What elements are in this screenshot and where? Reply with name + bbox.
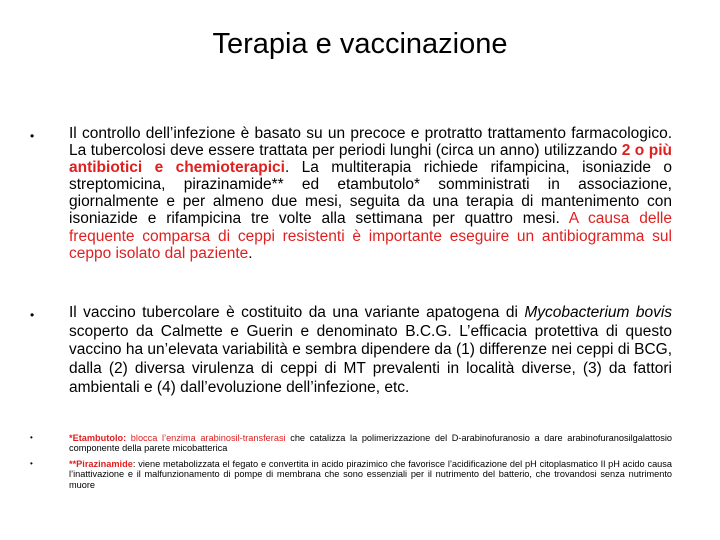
vaccine-text-body: scoperto da Calmette e Guerin e denominato B.C.G. L’efficacia protettiva di questo vaccino ha un’elevata variabilità e sembra dipendere da (1) differenze nei ceppi di BCG, dalla (2) diversa virulenza di ceppi di MT prevalenti in località diverse, (3) da fattori ambientali e (4) dall’evoluzione dell’infezione, etc. — [69, 322, 672, 396]
therapy-highlight-antibiotics: 2 o più antibiotici e chemioterapici — [69, 142, 672, 177]
bullet-marker: • — [30, 308, 35, 322]
footnote-pirazinamide — [69, 459, 672, 490]
therapy-highlight-resistance: A causa delle frequente comparsa di ceppi resistenti è importante eseguire un antibiogramma sul ceppo isolato dal paziente — [69, 210, 672, 262]
footnote-pirazinamide-text: : viene metabolizzata el fegato e convertita in acido pirazimico che favorisce l’acidificazione del pH citoplasmatico Il pH acido causa l’inattivazione e il malfunzionamento di pompe di membrana che sono essenziali per il nutrimento del batterio, che trovandosi senza nutrimento muore — [69, 459, 672, 490]
therapy-text-intro: Il controllo dell’infezione è basato su un precoce e protratto trattamento farmacologico. La tubercolosi deve essere trattata per periodi lunghi (circa un anno) utilizzando — [69, 125, 672, 160]
bullet-marker: • — [30, 433, 33, 442]
vaccine-text-intro: Il vaccino tubercolare è costituito da una variante apatogena di — [69, 304, 525, 321]
slide-title: Terapia e vaccinazione — [212, 28, 508, 60]
vaccine-paragraph — [69, 304, 672, 398]
bullet-marker: • — [30, 459, 33, 468]
footnote-pirazinamide-term: **Pirazinamide — [69, 459, 133, 469]
therapy-text-multitherapy: . La multiterapia richiede rifampicina, isoniazide o streptomicina, pirazinamide** ed etambutolo* somministrati in associazione, giornalmente e per almeno due mesi, seguita da una terapia di mantenimento con isoniazide e rifampicina tre volte alla settimana per quattro mesi. — [69, 159, 673, 228]
footnote-etambutolo-term: *Etambutolo: — [69, 433, 127, 443]
therapy-paragraph — [69, 125, 672, 262]
therapy-text-end: . — [248, 244, 253, 262]
footnote-etambutolo-highlight: blocca l’enzima arabinosil-transferasi — [126, 433, 286, 443]
bullet-marker: • — [30, 129, 35, 143]
vaccine-species-name: Mycobacterium bovis — [524, 304, 673, 321]
footnote-etambutolo — [69, 433, 672, 454]
footnote-etambutolo-text: che catalizza la polimerizzazione del D-arabinofuranosio a dare arabinofuranosilgalattosio componente della parete micobatterica — [69, 433, 672, 454]
